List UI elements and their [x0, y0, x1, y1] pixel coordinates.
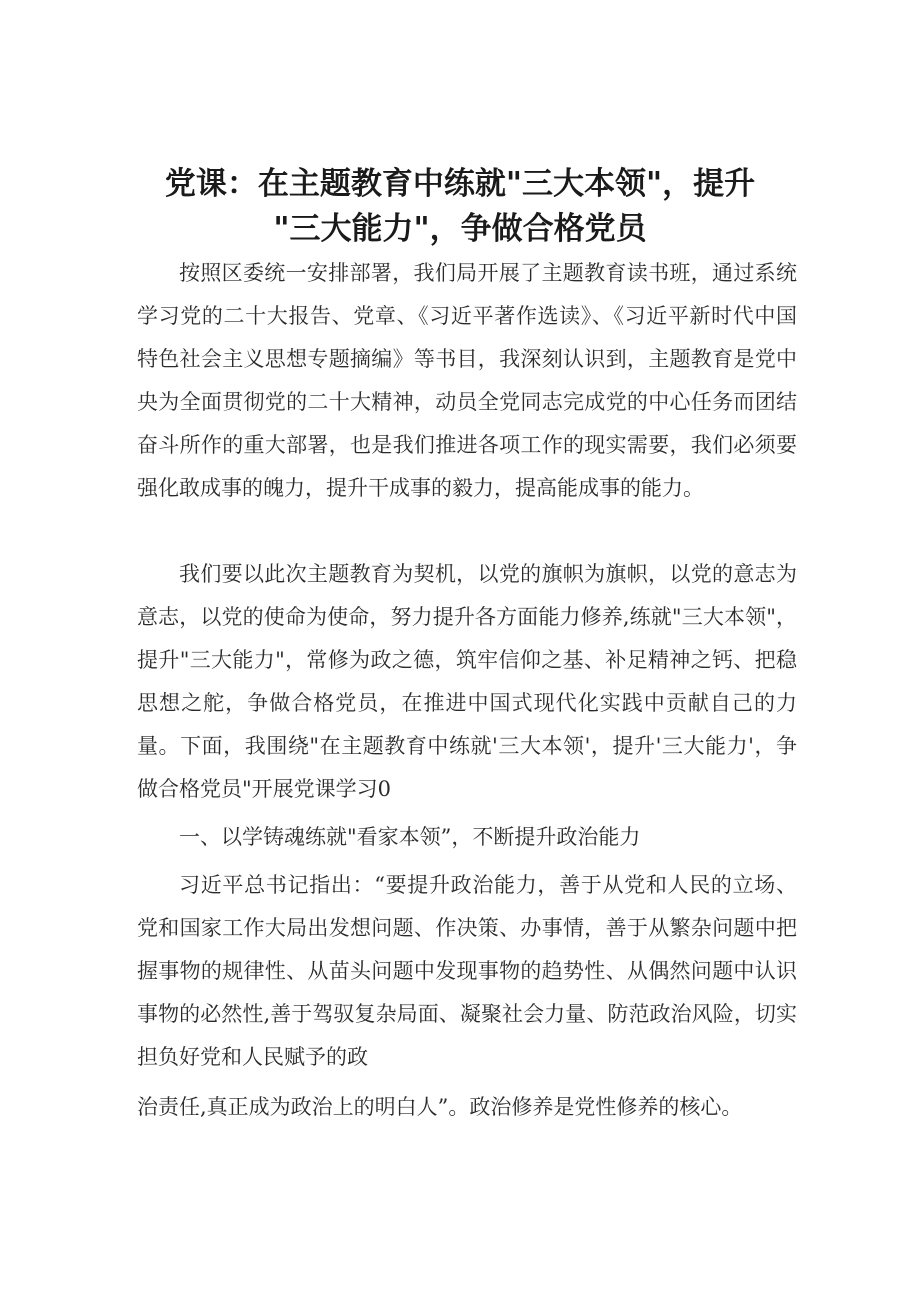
- title-line-1: 党课：在主题教育中练就"三大本领"，提升: [164, 166, 756, 202]
- paragraph-purpose: 我们要以此次主题教育为契机，以党的旗帜为旗帜，以党的意志为意志，以党的使命为使命，努力提升各方面能力修养,练就"三大本领"，提升"三大能力"，常修为政之德，筑牢信仰之基、补足精神之钙、把稳思想之舵，争做合格党员，在推进中国式现代化实践中贡献自己的力量。下面，我围绕"在主题教育中练就'三大本领'，提升'三大能力'，争做合格党员"开展党课学习0: [137, 562, 797, 801]
- paragraph-intro: 按照区委统一安排部署，我们局开展了主题教育读书班，通过系统学习党的二十大报告、党章、《习近平著作选读》、《习近平新时代中国特色社会主义思想专题摘编》等书目，我深刻认识到，主题教育是党中央为全面贯彻党的二十大精神，动员全党同志完成党的中心任务而团结奋斗所作的重大部署，也是我们推进各项工作的现实需要，我们必须要强化敢成事的魄力，提升干成事的毅力，提高能成事的能力。: [137, 261, 797, 500]
- paragraph-quote: 习近平总书记指出：“要提升政治能力，善于从党和人民的立场、党和国家工作大局出发想问题、作决策、办事情，善于从繁杂问题中把握事物的规律性、从苗头问题中发现事物的趋势性、从偶然问题中认识事物的必然性,善于驾驭复杂局面、凝聚社会力量、防范政治风险，切实担负好党和人民赋予的政: [137, 873, 797, 1069]
- paragraph-quote-continued: 治责任,真正成为政治上的明白人”。政治修养是党性修养的核心。: [137, 1095, 743, 1119]
- title-line-2: "三大能力"，争做合格党员: [273, 211, 647, 247]
- section-heading-1: 一、以学铸魂练就"看家本领”，不断提升政治能力: [179, 825, 641, 849]
- document-title: [130, 162, 790, 252]
